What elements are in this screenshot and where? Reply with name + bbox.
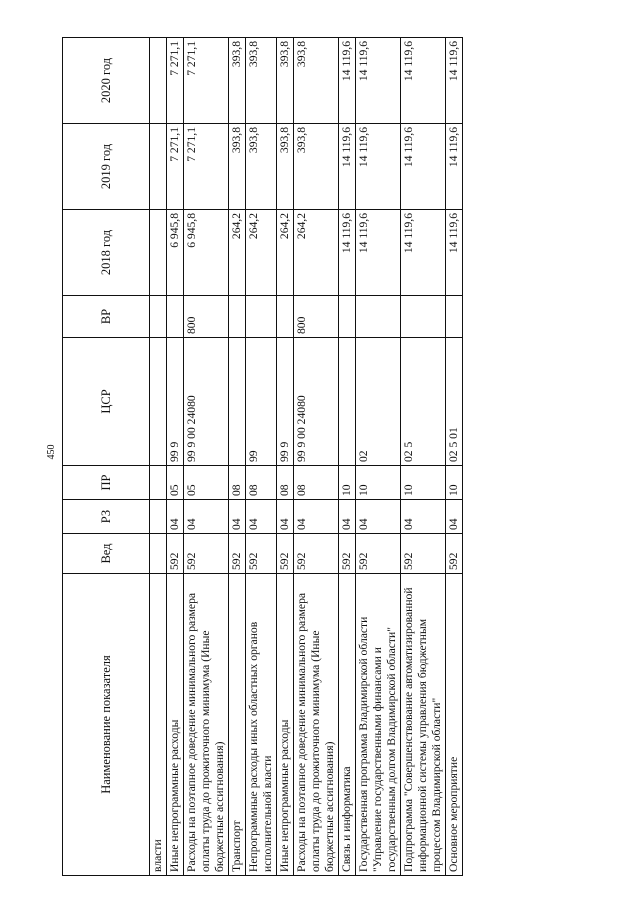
cell-2019: 7 271,1 <box>167 124 184 210</box>
cell-csr: 99 9 <box>277 338 294 466</box>
cell-vr: 800 <box>184 296 229 338</box>
cell-2020: 7 271,1 <box>184 38 229 124</box>
cell-name: власти <box>150 574 167 876</box>
cell-2019: 14 119,6 <box>339 124 356 210</box>
cell-2020: 14 119,6 <box>446 38 463 124</box>
cell-vr <box>401 296 446 338</box>
cell-2019 <box>150 124 167 210</box>
cell-ved: 592 <box>339 534 356 574</box>
cell-rz: 04 <box>446 500 463 534</box>
cell-vr <box>246 296 277 338</box>
cell-rz: 04 <box>184 500 229 534</box>
cell-vr <box>356 296 401 338</box>
cell-name: Транспорт <box>229 574 246 876</box>
cell-csr: 99 <box>246 338 277 466</box>
cell-pr: 08 <box>294 466 339 500</box>
table-row <box>446 38 463 876</box>
cell-rz: 04 <box>294 500 339 534</box>
cell-2020: 393,8 <box>294 38 339 124</box>
header-vr: ВР <box>63 296 150 338</box>
cell-2018 <box>150 210 167 296</box>
cell-2020 <box>150 38 167 124</box>
cell-2019: 393,8 <box>246 124 277 210</box>
cell-2020: 14 119,6 <box>339 38 356 124</box>
cell-2020: 393,8 <box>277 38 294 124</box>
table-row <box>184 38 229 876</box>
header-2020: 2020 год <box>63 38 150 124</box>
cell-2019: 393,8 <box>229 124 246 210</box>
cell-2019: 14 119,6 <box>401 124 446 210</box>
cell-2019: 393,8 <box>294 124 339 210</box>
cell-2018: 264,2 <box>246 210 277 296</box>
cell-2018: 6 945,8 <box>184 210 229 296</box>
table-row <box>167 38 184 876</box>
cell-name: Иные непрограммные расходы <box>277 574 294 876</box>
table-row <box>277 38 294 876</box>
cell-vr <box>446 296 463 338</box>
header-ved: Вед <box>63 534 150 574</box>
cell-ved: 592 <box>446 534 463 574</box>
cell-vr <box>339 296 356 338</box>
cell-2018: 264,2 <box>229 210 246 296</box>
header-csr: ЦСР <box>63 338 150 466</box>
cell-csr <box>339 338 356 466</box>
cell-rz: 04 <box>246 500 277 534</box>
cell-name: Расходы на поэтапное доведение минимального размера оплаты труда до прожиточного минимума (Иные бюджетные ассигнования) <box>184 574 229 876</box>
cell-pr: 08 <box>277 466 294 500</box>
cell-ved: 592 <box>229 534 246 574</box>
cell-ved <box>150 534 167 574</box>
cell-csr: 99 9 00 24080 <box>294 338 339 466</box>
cell-2019: 7 271,1 <box>184 124 229 210</box>
cell-name: Государственная программа Владимирской области "Управление государственными финансами и государственным долгом Владимирской области" <box>356 574 401 876</box>
cell-name: Подпрограмма "Совершенствование автоматизированной информационной системы управления бюджетным процессом Владимирской области" <box>401 574 446 876</box>
cell-csr: 02 <box>356 338 401 466</box>
cell-ved: 592 <box>356 534 401 574</box>
cell-2018: 14 119,6 <box>356 210 401 296</box>
table-row <box>356 38 401 876</box>
header-name: Наименование показателя <box>63 574 150 876</box>
cell-ved: 592 <box>277 534 294 574</box>
cell-vr <box>229 296 246 338</box>
cell-2018: 14 119,6 <box>401 210 446 296</box>
header-rz: РЗ <box>63 500 150 534</box>
header-2019: 2019 год <box>63 124 150 210</box>
cell-2018: 6 945,8 <box>167 210 184 296</box>
page-number: 450 <box>46 444 57 460</box>
cell-name: Основное мероприятие <box>446 574 463 876</box>
cell-csr: 99 9 <box>167 338 184 466</box>
table-header-row <box>63 38 150 876</box>
header-2018: 2018 год <box>63 210 150 296</box>
cell-ved: 592 <box>246 534 277 574</box>
cell-rz: 04 <box>356 500 401 534</box>
cell-2020: 7 271,1 <box>167 38 184 124</box>
cell-2019: 14 119,6 <box>446 124 463 210</box>
cell-ved: 592 <box>167 534 184 574</box>
cell-vr <box>167 296 184 338</box>
cell-vr <box>150 296 167 338</box>
cell-rz: 04 <box>401 500 446 534</box>
cell-csr: 02 5 <box>401 338 446 466</box>
cell-2019: 393,8 <box>277 124 294 210</box>
table-row <box>229 38 246 876</box>
cell-name: Непрограммные расходы иных областных органов исполнительной власти <box>246 574 277 876</box>
table-row <box>294 38 339 876</box>
cell-2019: 14 119,6 <box>356 124 401 210</box>
cell-ved: 592 <box>294 534 339 574</box>
header-pr: ПР <box>63 466 150 500</box>
cell-pr: 08 <box>229 466 246 500</box>
cell-pr: 10 <box>446 466 463 500</box>
cell-2020: 14 119,6 <box>356 38 401 124</box>
cell-pr <box>150 466 167 500</box>
cell-2018: 264,2 <box>294 210 339 296</box>
cell-pr: 10 <box>356 466 401 500</box>
cell-pr: 08 <box>246 466 277 500</box>
table-row <box>150 38 167 876</box>
cell-name: Иные непрограммные расходы <box>167 574 184 876</box>
budget-table <box>62 37 463 876</box>
cell-2020: 393,8 <box>229 38 246 124</box>
cell-pr: 10 <box>339 466 356 500</box>
cell-pr: 05 <box>167 466 184 500</box>
cell-2018: 14 119,6 <box>446 210 463 296</box>
cell-vr <box>277 296 294 338</box>
cell-vr: 800 <box>294 296 339 338</box>
cell-rz: 04 <box>277 500 294 534</box>
cell-csr: 02 5 01 <box>446 338 463 466</box>
cell-name: Расходы на поэтапное доведение минимального размера оплаты труда до прожиточного минимума (Иные бюджетные ассигнования) <box>294 574 339 876</box>
cell-csr <box>150 338 167 466</box>
cell-csr <box>229 338 246 466</box>
cell-ved: 592 <box>184 534 229 574</box>
cell-rz: 04 <box>167 500 184 534</box>
table-row <box>401 38 446 876</box>
table-row <box>246 38 277 876</box>
cell-rz: 04 <box>229 500 246 534</box>
cell-csr: 99 9 00 24080 <box>184 338 229 466</box>
cell-rz: 04 <box>339 500 356 534</box>
cell-ved: 592 <box>401 534 446 574</box>
cell-rz <box>150 500 167 534</box>
cell-2020: 14 119,6 <box>401 38 446 124</box>
cell-2018: 264,2 <box>277 210 294 296</box>
rotated-page-content <box>62 38 592 876</box>
cell-2020: 393,8 <box>246 38 277 124</box>
cell-pr: 05 <box>184 466 229 500</box>
cell-name: Связь и информатика <box>339 574 356 876</box>
cell-2018: 14 119,6 <box>339 210 356 296</box>
cell-pr: 10 <box>401 466 446 500</box>
table-row <box>339 38 356 876</box>
